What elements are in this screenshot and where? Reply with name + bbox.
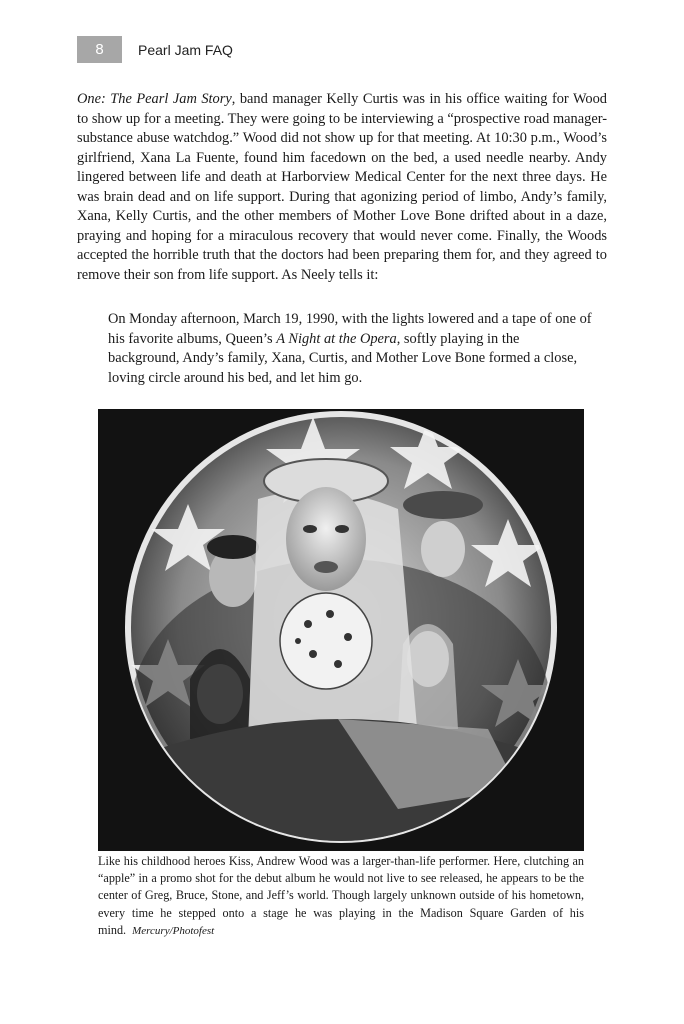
quote-text-before: On Monday afternoon, March 19, 1990, with the lights lowered and a tape of one of his favorite albums, Queen’s — [108, 311, 592, 347]
running-title: Pearl Jam FAQ — [138, 41, 233, 58]
photo-caption — [98, 853, 584, 940]
block-quote — [108, 310, 594, 388]
apple-prop — [280, 593, 372, 689]
band-photo — [98, 409, 584, 851]
photo-credit: Mercury/Photofest — [132, 924, 215, 937]
page-number: 8 — [77, 36, 122, 63]
album-title: A Night at the Opera — [276, 330, 397, 347]
book-title: One: The Pearl Jam Story — [77, 91, 232, 107]
quote-text-after: , softly playing in the background, Andy’s family, Xana, Curtis, and Mother Love Bone formed a close, loving circle around his bed, and let him go. — [108, 330, 578, 386]
caption-text: Like his childhood heroes Kiss, Andrew Wood was a larger-than-life performer. Here, clutching an “apple” in a promo shot for the debut album he would not live to see released, he appears to be the center of Greg, Bruce, Stone, and Jeff’s world. Though largely unknown outside of his hometown, every time he stepped onto a stage he was playing in the Madison Square Garden of his mind. — [98, 854, 584, 937]
body-paragraph — [77, 90, 607, 285]
fisheye-photo-illustration — [98, 409, 584, 851]
body-paragraph-text: , band manager Kelly Curtis was in his office waiting for Wood to show up for a meeting. They were going to be interviewing a “prospective road manager-substance abuse watchdog.” Wood did not show up for that meeting. At 10:30 p.m., Wood’s girlfriend, Xana La Fuente, found him facedown on the bed, a used needle nearby. Andy lingered between life and death at Harborview Medical Center for the next three days. He was brain dead and on life support. During that agonizing period of limbo, Andy’s family, Xana, Kelly Curtis, and the other members of Mother Love Bone drifted about in a daze, praying and hoping for a miraculous recovery that would never come. Finally, the Woods accepted the horrible truth that the doctors had been preparing them for, and they agreed to remove their son from life support. As Neely tells it: — [77, 91, 607, 283]
page-header — [77, 36, 233, 63]
